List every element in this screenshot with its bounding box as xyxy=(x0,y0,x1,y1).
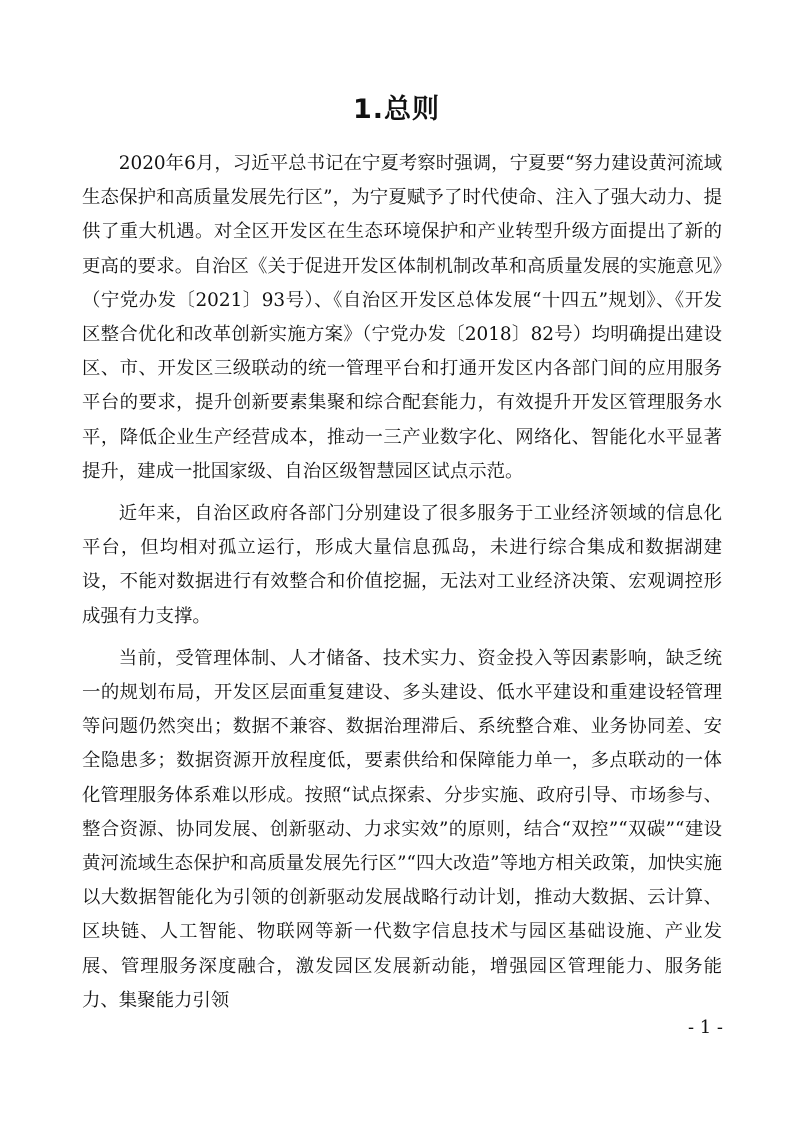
paragraph-3: 当前，受管理体制、人才储备、技术实力、资金投入等因素影响，缺乏统一的规划布局，开发区层面重复建设、多头建设、低水平建设和重建设轻管理等问题仍然突出；数据不兼容、数据治理滞后、系统整合难、业务协同差、安全隐患多；数据资源开放程度低，要素供给和保障能力单一，多点联动的一体化管理服务体系难以形成。按照“试点探索、分步实施、政府引导、市场参与、整合资源、协同发展、创新驱动、力求实效”的原则，结合“双控”“双碳”“建设黄河流域生态保护和高质量发展先行区”“四大改造”等地方相关政策，加快实施以大数据智能化为引领的创新驱动发展战略行动计划，推动大数据、云计算、区块链、人工智能、物联网等新一代数字信息技术与园区基础设施、产业发展、管理服务深度融合，激发园区发展新动能，增强园区管理能力、服务能力、集聚能力引领 xyxy=(82,647,722,1011)
paragraph-1: 2020年6月，习近平总书记在宁夏考察时强调，宁夏要“努力建设黄河流域生态保护和高质量发展先行区”，为宁夏赋予了时代使命、注入了强大动力、提供了重大机遇。对全区开发区在生态环境保护和产业转型升级方面提出了新的更高的要求。自治区《关于促进开发区体制机制改革和高质量发展的实施意见》（宁党办发〔2021〕93号）、《自治区开发区总体发展“十四五”规划》、《开发区整合优化和改革创新实施方案》（宁党办发〔2018〕82号）均明确提出建设区、市、开发区三级联动的统一管理平台和打通开发区内各部门间的应用服务平台的要求，提升创新要素集聚和综合配套能力，有效提升开发区管理服务水平，降低企业生产经营成本，推动一三产业数字化、网络化、智能化水平显著提升，建成一批国家级、自治区级智慧园区试点示范。 xyxy=(82,153,722,482)
page-number: - 1 - xyxy=(687,1017,723,1038)
paragraph-2: 近年来，自治区政府各部门分别建设了很多服务于工业经济领域的信息化平台，但均相对孤立运行，形成大量信息孤岛，未进行综合集成和数据湖建设，不能对数据进行有效整合和价值挖掘，无法对工业经济决策、宏观调控形成强有力支撑。 xyxy=(82,503,722,627)
document-body xyxy=(82,147,722,1026)
section-title: 1.总则 xyxy=(352,94,441,125)
